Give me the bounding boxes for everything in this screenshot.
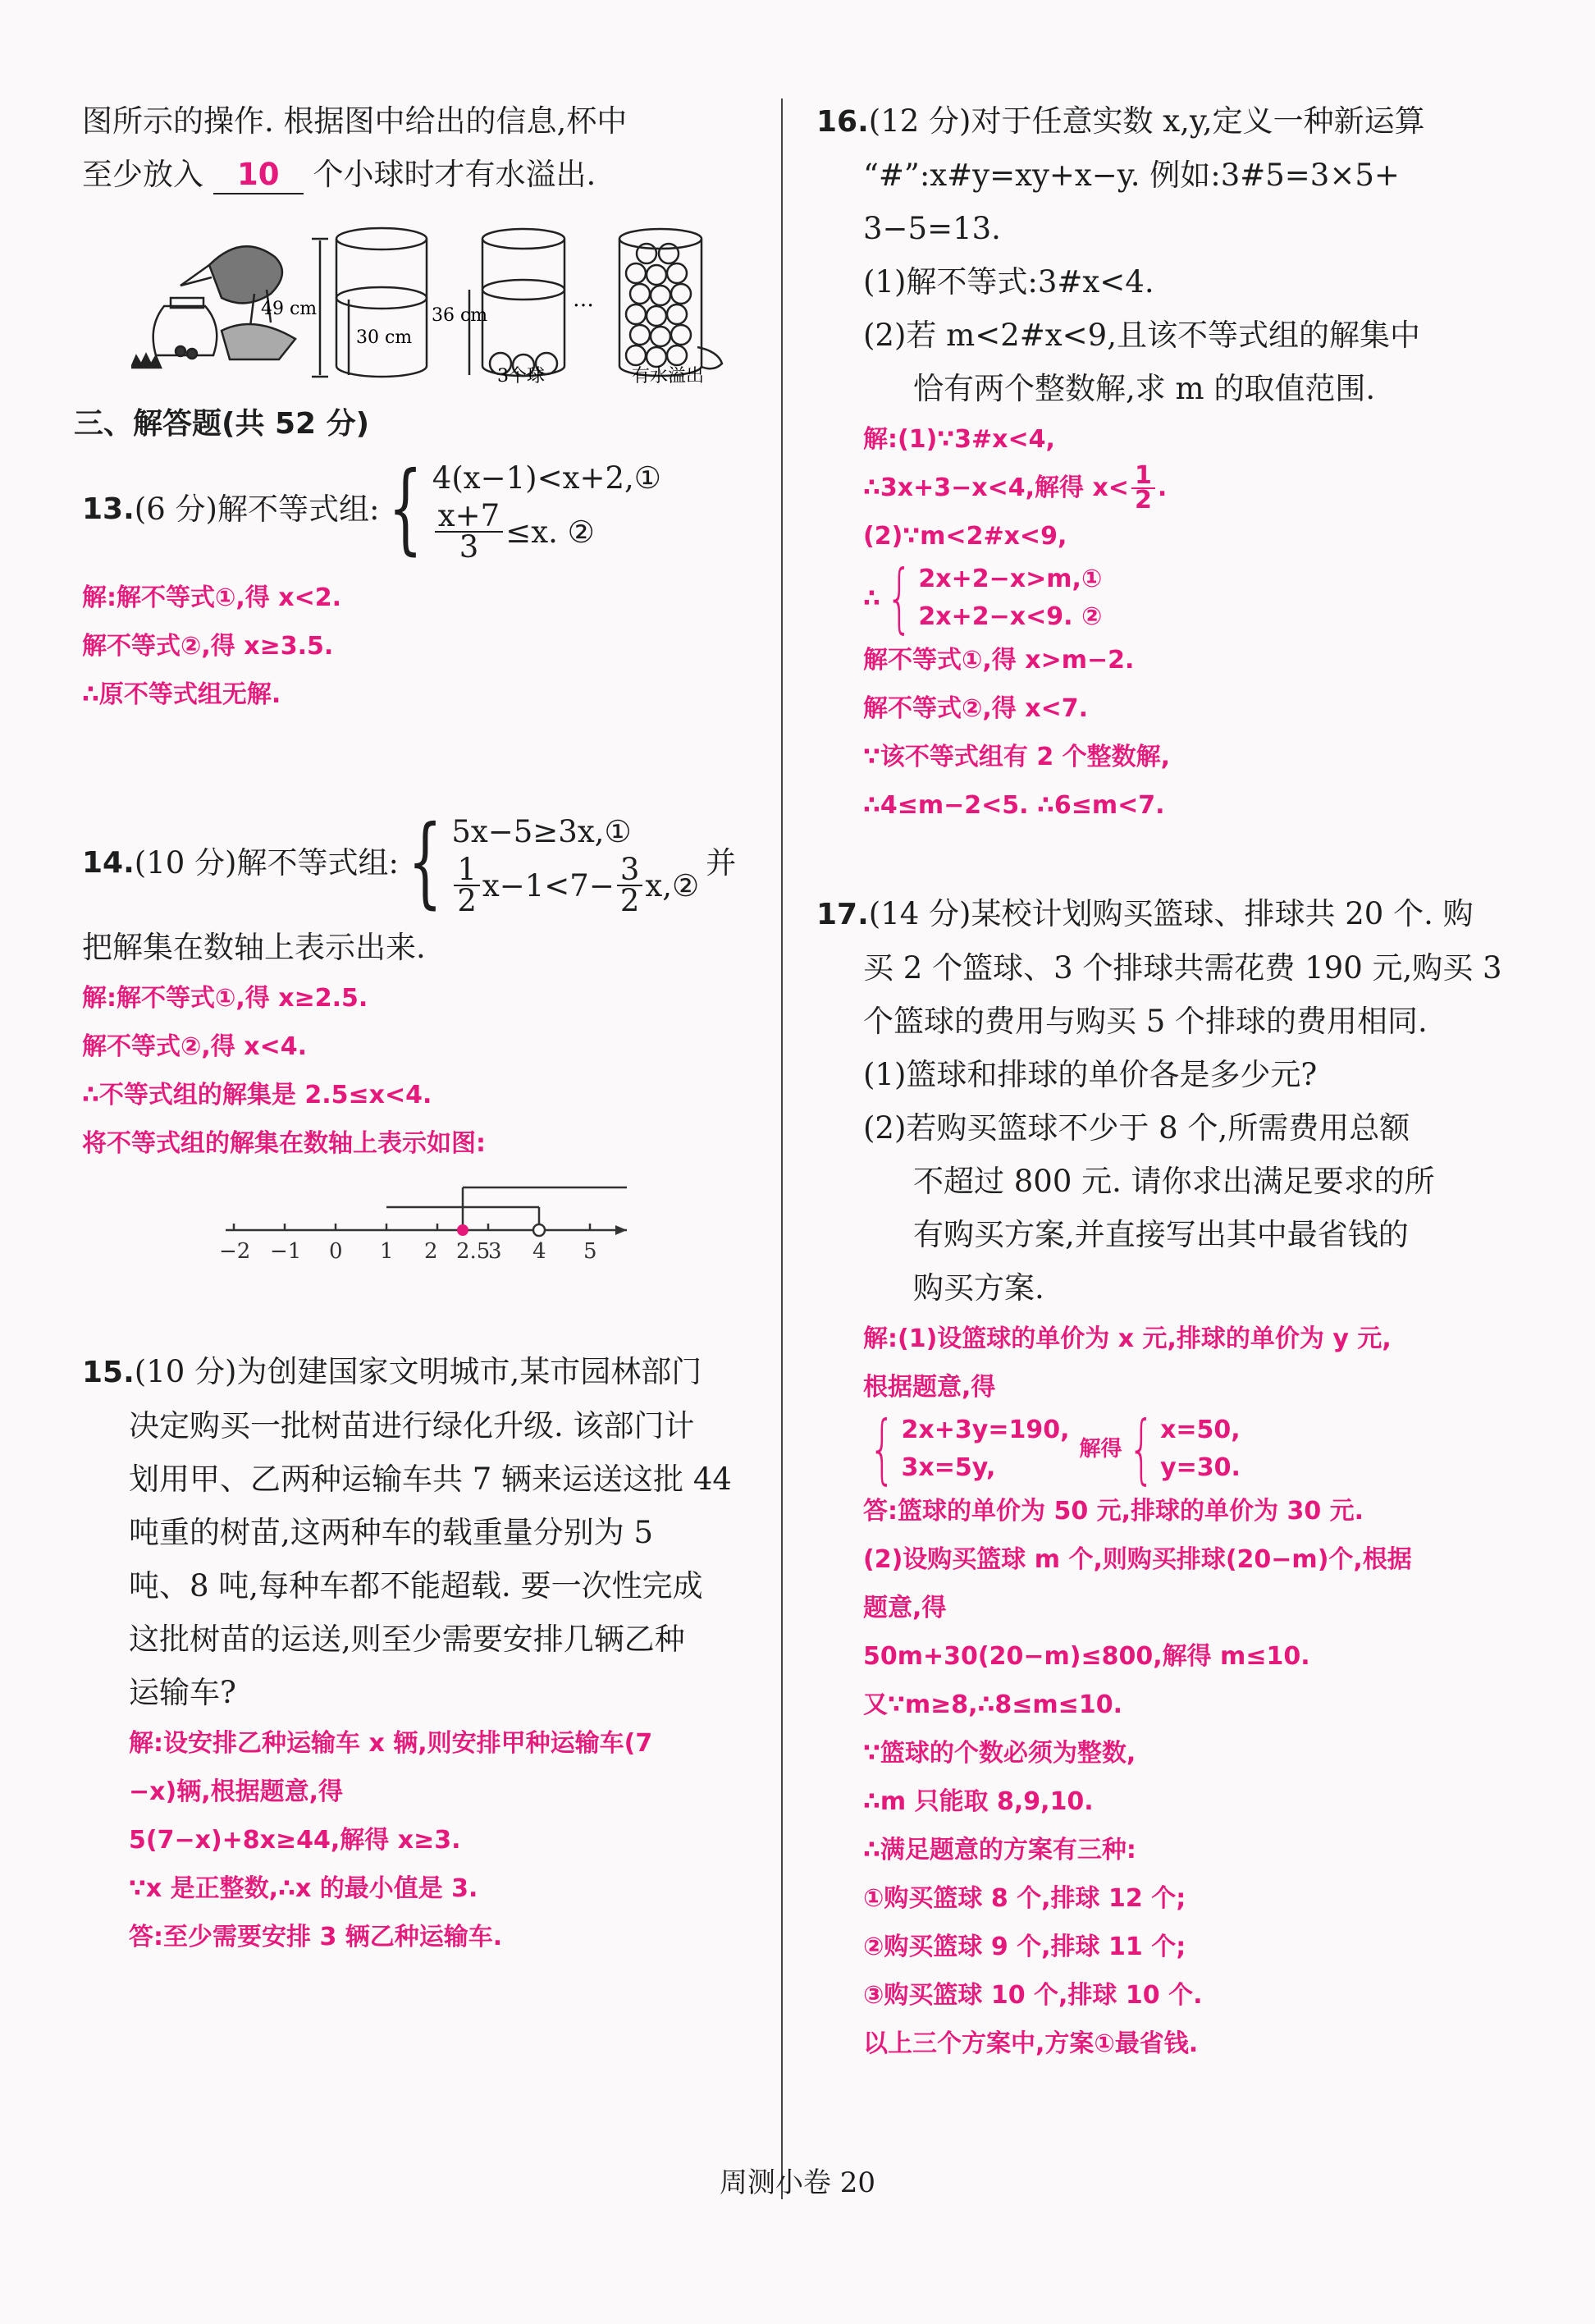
q15-solution-line: 5(7−x)+8x≥44,解得 x≥3.	[129, 1826, 461, 1855]
q16-number: 16.	[816, 105, 869, 139]
cup-initial	[312, 228, 427, 377]
q17-sub-2-cont: 不超过 800 元. 请你求出满足要求的所	[913, 1164, 1435, 1199]
question-15	[82, 1345, 755, 1961]
q17-solution-line: 答:篮球的单价为 50 元,排球的单价为 30 元.	[863, 1497, 1364, 1526]
q17-sub-2: (2)若购买篮球不少于 8 个,所需费用总额	[863, 1110, 1410, 1146]
q13-number: 13.	[82, 492, 135, 526]
q17-sub-2-cont: 购买方案.	[913, 1270, 1044, 1306]
q14-number-line	[217, 1173, 677, 1263]
q15-solution	[82, 1719, 755, 1961]
label-49cm: 49 cm	[261, 299, 318, 319]
q14-number: 14.	[82, 845, 135, 880]
number-line-tick-label: 2	[424, 1239, 438, 1263]
q14-eq2-b-numerator: 3	[617, 855, 643, 886]
q15-line: 吨重的树苗,这两种车的载重量分别为 5	[129, 1515, 654, 1550]
q17-line: 买 2 个篮球、3 个排球共需花费 190 元,购买 3	[863, 950, 1502, 986]
q15-line	[82, 1345, 755, 1399]
q15-line: 决定购买一批树苗进行绿化升级. 该部门计	[129, 1408, 695, 1443]
label-30cm: 30 cm	[356, 327, 413, 348]
q15-solution-line: ∵x 是正整数,∴x 的最小值是 3.	[129, 1874, 478, 1903]
q17-solution-system	[863, 1405, 1522, 1493]
q14-eq2-rest: x,②	[645, 867, 700, 904]
q14-line-2: 把解集在数轴上表示出来.	[82, 930, 426, 965]
q14-solution	[82, 974, 755, 1168]
q17-solution-line: ∴m 只能取 8,9,10.	[863, 1787, 1094, 1816]
caption-3-balls: 3个球	[497, 366, 545, 384]
number-line-tick-label: −1	[270, 1239, 302, 1263]
q16-sol2-denominator: 2	[1134, 485, 1152, 515]
q17-result-brace: {	[1127, 1405, 1154, 1493]
q17-solution-line: ∵篮球的个数必须为整数,	[863, 1739, 1136, 1768]
q13-solution-line: 解:解不等式①,得 x<2.	[82, 583, 341, 612]
q13-eq2-denominator: 3	[459, 529, 479, 565]
q14-eq1: 5x−5≥3x,①	[451, 814, 632, 849]
number-line-tick-label: 4	[532, 1239, 546, 1263]
q17-sys-mid: 解得	[1079, 1436, 1122, 1462]
q16-sub-1: (1)解不等式:3#x<4.	[863, 264, 1154, 300]
left-column	[74, 94, 755, 1961]
q14-prompt: (10 分)解不等式组:	[134, 844, 399, 881]
q13-solution-line: ∴原不等式组无解.	[82, 680, 281, 709]
q16-sol2-pre: ∴3x+3−x<4,解得 x<	[863, 473, 1129, 502]
q13-eq2-numerator: x+7	[435, 501, 503, 533]
q13-prompt: (6 分)解不等式组:	[134, 491, 380, 527]
question-16	[816, 94, 1522, 830]
q14-solution-line: 将不等式组的解集在数轴上表示如图:	[82, 1129, 486, 1158]
q17-sub-2-cont: 有购买方案,并直接写出其中最省钱的	[913, 1217, 1409, 1252]
question-14	[82, 805, 755, 1263]
q17-solution-line: 又∵m≥8,∴8≤m≤10.	[863, 1690, 1122, 1719]
q16-line: “#”:x#y=xy+x−y. 例如:3#5=3×5+	[863, 158, 1400, 193]
q14-system	[399, 805, 700, 919]
number-line-tick-label: 2.5	[456, 1239, 491, 1263]
q17-result-2: y=30.	[1160, 1453, 1241, 1482]
q15-line: 划用甲、乙两种运输车共 7 辆来运送这批 44	[129, 1462, 732, 1497]
q16-sol4-prefix: ∴	[863, 583, 880, 613]
q14-tail: 并	[706, 844, 737, 881]
q15-number: 15.	[82, 1356, 135, 1389]
number-line-tick-label: −2	[219, 1239, 251, 1263]
q16-solution-line: 解不等式②,得 x<7.	[863, 694, 1088, 723]
q17-sys-eq2: 3x=5y,	[901, 1453, 996, 1482]
q17-solution-line: ∴满足题意的方案有三种:	[863, 1836, 1136, 1864]
q13-eq1: 4(x−1)<x+2,①	[432, 460, 661, 496]
q17-solution-line: (2)设购买篮球 m 个,则购买排球(20−m)个,根据	[863, 1545, 1412, 1574]
q15-line: 吨、8 吨,每种车都不能超载. 要一次性完成	[129, 1568, 703, 1603]
q16-sol4-eq2: 2x+2−x<9. ②	[918, 602, 1103, 631]
q12-answer-blank: 10	[213, 157, 304, 194]
q14-eq2-a-denominator: 2	[457, 883, 477, 918]
q16-sol2-fraction	[1131, 460, 1155, 515]
q13-system	[379, 451, 661, 565]
q16-sol2-numerator: 1	[1131, 464, 1155, 489]
number-line-tick-label: 0	[329, 1239, 343, 1263]
q17-solution-line: ①购买篮球 8 个,排球 12 个;	[863, 1884, 1186, 1913]
q16-sub-2-cont: 恰有两个整数解,求 m 的取值范围.	[913, 371, 1376, 406]
question-13	[82, 451, 755, 719]
q12-line-1: 图所示的操作. 根据图中给出的信息,杯中	[82, 103, 628, 139]
caption-overflow: 有水溢出	[632, 366, 705, 384]
q14-solution-line: 解:解不等式①,得 x≥2.5.	[82, 984, 368, 1013]
q14-brace: {	[408, 805, 443, 919]
q14-eq2-b-denominator: 2	[619, 883, 640, 918]
q14-eq2-a-numerator: 1	[454, 855, 480, 886]
q17-line	[816, 887, 1522, 941]
q15-line-text: (10 分)为创建国家文明城市,某市园林部门	[134, 1354, 702, 1389]
q15-line: 这批树苗的运送,则至少需要安排几辆乙种	[129, 1622, 685, 1657]
q12-line-2-post: 个小球时才有水溢出.	[313, 157, 596, 192]
q17-solution-line: 根据题意,得	[863, 1373, 996, 1402]
cup-overflow	[619, 229, 722, 376]
number-line-tick-label: 1	[380, 1239, 394, 1263]
q14-eq2-mid: x−1<7−	[482, 867, 615, 904]
q14-solution-line: ∴不等式组的解集是 2.5≤x<4.	[82, 1081, 432, 1109]
q15-solution-line: −x)辆,根据题意,得	[129, 1777, 343, 1806]
question-17	[816, 887, 1522, 2068]
q12-line-2	[82, 148, 755, 201]
q13-eq2-fraction	[435, 498, 503, 565]
page-footer: 周测小卷 20	[719, 2166, 876, 2199]
solid-point-2.5	[457, 1224, 468, 1236]
q13-brace: {	[388, 451, 423, 565]
q16-line-text: (12 分)对于任意实数 x,y,定义一种新运算	[868, 103, 1425, 139]
number-line-tick-label: 5	[583, 1239, 597, 1263]
right-column	[816, 94, 1522, 2068]
number-line-arrow	[615, 1225, 627, 1235]
q14-solution-line: 解不等式②,得 x<4.	[82, 1032, 307, 1061]
cup-three-balls	[469, 229, 564, 376]
q17-solution-line: 题意,得	[863, 1594, 947, 1622]
q16-sol4-eq1: 2x+2−x>m,①	[918, 565, 1103, 593]
q14-eq2-fraction-b	[617, 852, 643, 918]
q16-line	[816, 94, 1522, 149]
q15-solution-line: 解:设安排乙种运输车 x 辆,则安排甲种运输车(7	[129, 1729, 653, 1758]
q15-solution-line: 答:至少需要安排 3 辆乙种运输车.	[129, 1923, 503, 1951]
q14-eq2-fraction-a	[454, 852, 480, 918]
q17-solution-line: 以上三个方案中,方案①最省钱.	[863, 2029, 1199, 2058]
q12-line-2-pre: 至少放入	[82, 157, 203, 192]
q16-solution-line: (2)∵m<2#x<9,	[863, 522, 1067, 551]
section-3-title: 三、解答题(共 52 分)	[74, 407, 370, 441]
q16-solution-line	[863, 460, 1522, 515]
q17-solution-line: ③购买篮球 10 个,排球 10 个.	[863, 1981, 1203, 2010]
q16-solution-line: ∴4≤m−2<5. ∴6≤m<7.	[863, 791, 1165, 820]
q15-line: 运输车?	[129, 1675, 236, 1710]
question-12-tail	[82, 94, 755, 384]
q16-sol4-brace: {	[886, 554, 913, 642]
q16-solution-line: ∵该不等式组有 2 个整数解,	[863, 743, 1171, 771]
q17-solution-line: 解:(1)设篮球的单价为 x 元,排球的单价为 y 元,	[863, 1324, 1392, 1353]
q16-sub-2: (2)若 m<2#x<9,且该不等式组的解集中	[863, 318, 1420, 353]
q17-sys-brace: {	[869, 1405, 896, 1493]
q17-solution-line: ②购买篮球 9 个,排球 11 个;	[863, 1933, 1186, 1961]
q16-sol2-post: .	[1157, 473, 1168, 502]
q16-solution-system	[863, 554, 1522, 642]
q17-solution-line: 50m+30(20−m)≤800,解得 m≤10.	[863, 1642, 1310, 1671]
q13-solution-line: 解不等式②,得 x≥3.5.	[82, 632, 334, 661]
q17-result-1: x=50,	[1160, 1416, 1241, 1444]
q13-eq2-rest: ≤x. ②	[505, 514, 595, 550]
q16-solution	[816, 415, 1522, 830]
q16-solution-line: 解不等式①,得 x>m−2.	[863, 646, 1135, 675]
q17-line-text: (14 分)某校计划购买篮球、排球共 20 个. 购	[868, 896, 1474, 931]
q17-solution	[816, 1315, 1522, 2068]
q16-line: 3−5=13.	[863, 211, 1001, 246]
open-point-4	[533, 1224, 545, 1236]
q12-figure	[131, 208, 788, 384]
q17-sys-eq1: 2x+3y=190,	[901, 1416, 1070, 1444]
q17-sub-1: (1)篮球和排球的单价各是多少元?	[863, 1057, 1318, 1092]
label-36cm: 36 cm	[432, 305, 488, 326]
number-line-tick-label: 3	[488, 1239, 502, 1263]
q16-solution-line: 解:(1)∵3#x<4,	[863, 425, 1055, 454]
q17-line: 个篮球的费用与购买 5 个排球的费用相同.	[863, 1004, 1428, 1039]
figure-ellipsis: …	[573, 287, 594, 312]
column-divider	[781, 98, 783, 2199]
q13-solution	[82, 574, 755, 719]
q17-number: 17.	[816, 898, 869, 931]
